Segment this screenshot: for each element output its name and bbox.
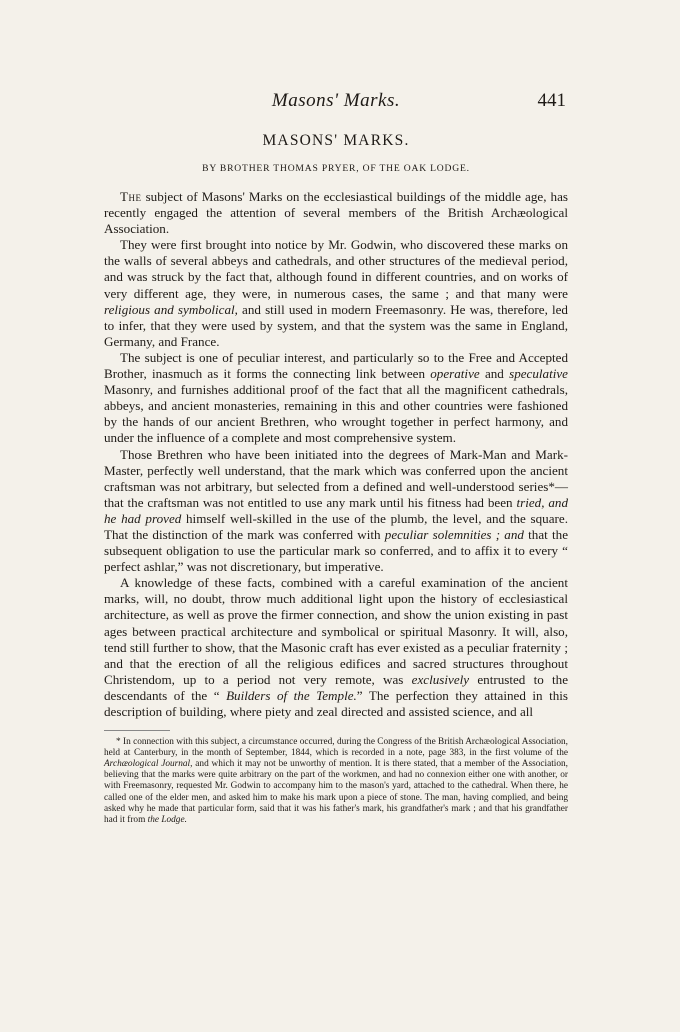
- footnote-italic-journal: Archæological Journal,: [104, 759, 193, 770]
- running-head: [104, 90, 568, 116]
- footnote-rule: [104, 730, 170, 731]
- paragraph-4: [104, 447, 568, 576]
- paragraph-4-text-a: Those Brethren who have been initiated into the degrees of Mark-Man and Mark-Master, perfectly well understand, that the mark which was conferred upon the ancient craftsman was not arbitrary, but selected from a defined and well-understood series*—that the craftsman was not entitled to use any mark until his fitness had been: [104, 446, 568, 510]
- running-title: Masons' Marks.: [271, 90, 401, 111]
- paragraph-2-italic: religious and symbolical,: [104, 301, 238, 317]
- paragraph-4-text-e: that the subsequent obligation to use the particular mark so conferred, and to affix it to every “ perfect ashlar,” was not discretionary, but imperative.: [104, 526, 569, 575]
- paragraph-1-text: subject of Masons' Marks on the ecclesiastical buildings of the middle age, has recently engaged the attention of several members of the British Archæological Association.: [104, 189, 568, 237]
- paragraph-3-text-e: Masonry, and furnishes additional proof of the fact that all the magnificent cathedrals, abbeys, and ancient monasteries, remaining in this and other countries were fashioned by the hands of our ancient Brethren, who wrought together in perfect harmony, and under the influence of a complete and most comprehensive system.: [104, 382, 568, 446]
- paragraph-5-text-e: ” The perfection they attained in this description of building, where piety and zeal directed and assisted science, and all: [104, 687, 569, 719]
- paragraph-2-text-a: They were first brought into notice by Mr. Godwin, who discovered these marks on the walls of several abbeys and cathedrals, and other structures of the medieval period, and was struck by the fact that, although found in different countries, and on works of very different age, they were, in numerous cases, the same ; and that many were: [104, 237, 568, 301]
- paragraph-3-text-a: The subject is one of peculiar interest, and particularly so to the Free and Accepted Brother, inasmuch as it forms the connecting link between: [104, 349, 568, 382]
- paragraph-1-lead: The: [120, 189, 142, 204]
- paragraph-3-italic-speculative: speculative: [509, 366, 568, 382]
- paragraph-3: [104, 350, 568, 447]
- paragraph-2-text-c: and still used in modern Freemasonry. He was, therefore, led to infer, that they were used by system, and that the system was the same in England, Germany, and France.: [104, 301, 568, 349]
- article-title: MASONS' MARKS.: [262, 132, 410, 149]
- paragraph-2: [104, 237, 568, 350]
- paragraph-5: [104, 575, 568, 720]
- footnote-text-c: and which it may not be unworthy of mention. It is there stated, that a member of the Association, believing that the marks were quite arbitrary on the part of the workmen, and had no connexion either one with another, or with Freemasonry, requested Mr. Godwin to accompany him to the mason's yard, attached to the cathedral. When there, he called one of the elder men, and asked him to make his mark upon a piece of stone. The man, having complied, and being asked why he made that particular form, said that it was his father's mark, his grandfather's mark ; and that his grandfather had it from: [104, 759, 568, 825]
- footnote-italic-lodge: the Lodge.: [147, 814, 187, 825]
- page-number: 441: [537, 90, 566, 111]
- paragraph-3-text-c: and: [479, 366, 510, 382]
- paragraph-1: [104, 189, 568, 237]
- article-byline: BY BROTHER THOMAS PRYER, OF THE OAK LODGE.: [202, 163, 470, 174]
- paragraph-3-italic-operative: operative: [430, 366, 480, 382]
- footnote-text-a: * In connection with this subject, a circumstance occurred, during the Congress of the British Archæological Association, held at Canterbury, in the month of September, 1844, which is recorded in a note, page 383, in the first volume of the: [104, 737, 568, 759]
- paragraph-5-text-c: entrusted to the descendants of the “: [104, 671, 569, 703]
- paragraph-4-italic-solemnities: peculiar solemnities ; and: [384, 526, 524, 542]
- paragraph-5-italic-builders: Builders of the Temple.: [226, 687, 357, 703]
- book-page: [104, 90, 568, 826]
- paragraph-4-italic-tried: tried, and he had proved: [104, 494, 568, 526]
- paragraph-5-text-a: A knowledge of these facts, combined with a careful examination of the ancient marks, will, no doubt, throw much additional light upon the history of ecclesiastical architecture, as well as prove the firmer connection, and show the union existing in past ages between practical architecture and symbolical or spiritual Masonry. It will, also, tend still further to show, that the Masonic craft has ever existed as a peculiar fraternity ; and that the erection of all the religious edifices and sacred structures throughout Christendom, up to a period not very remote, was: [104, 575, 568, 687]
- paragraph-4-text-c: himself well-skilled in the use of the plumb, the level, and the square. That the distinction of the mark was conferred with: [104, 510, 568, 542]
- footnote: [104, 737, 568, 826]
- paragraph-5-italic-exclusively: exclusively: [411, 671, 470, 687]
